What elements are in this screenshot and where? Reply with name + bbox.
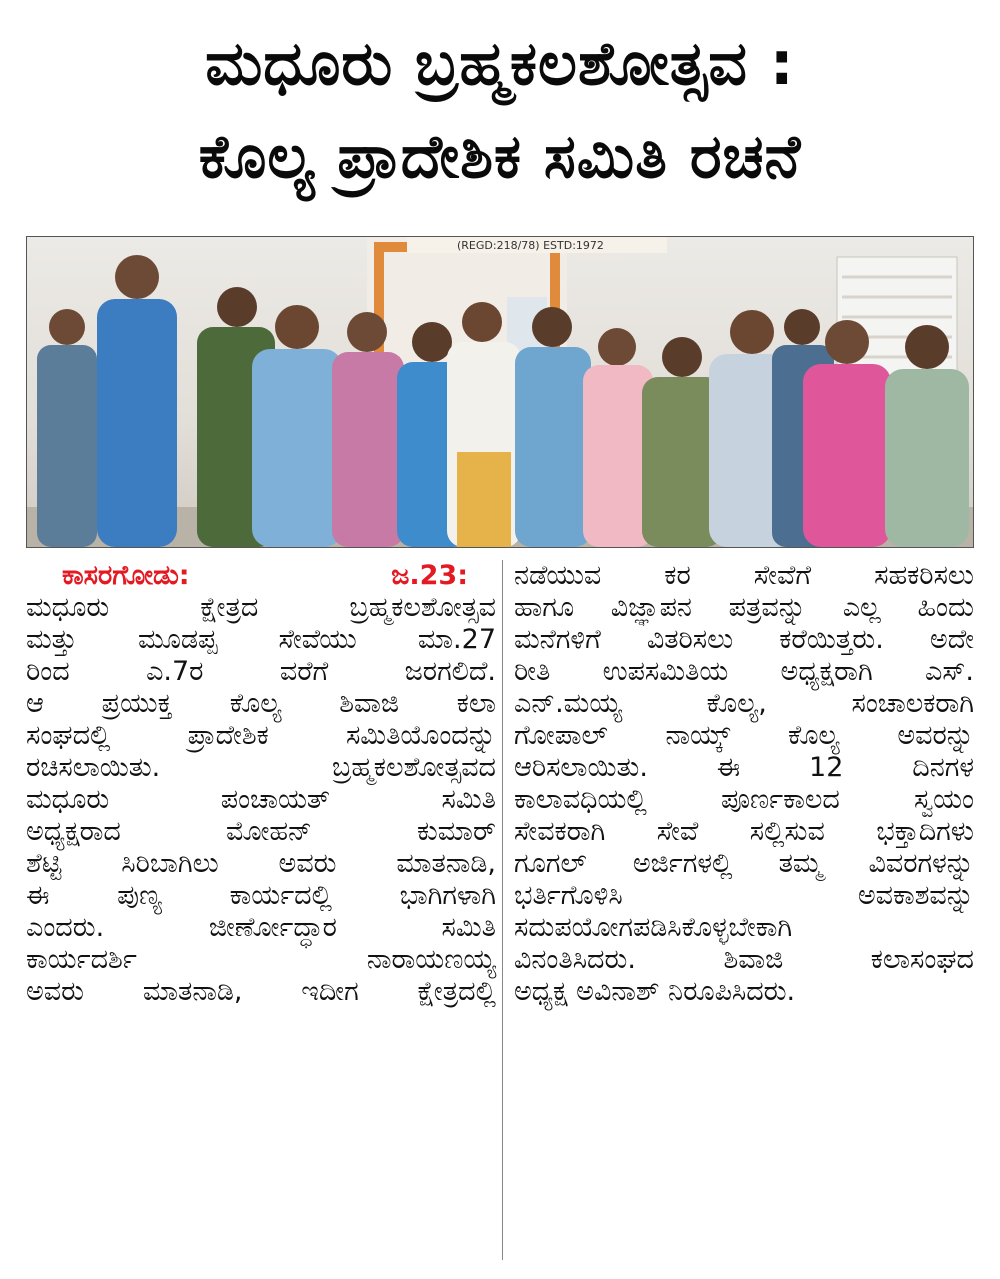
dateline-date: ಜ.23: [391, 560, 468, 591]
article-line: ನಡೆಯುವ ಕರ ಸೇವೆಗೆ ಸಹಕರಿಸಲು [514, 560, 974, 591]
article-line: ಎನ್.ಮಯ್ಯ ಕೊಲ್ಯ, ಸಂಚಾಲಕರಾಗಿ [514, 688, 974, 719]
article-column-left [26, 560, 496, 1008]
article-line: ಭರ್ತಿಗೊಳಿಸಿ ಅವಕಾಶವನ್ನು [514, 880, 974, 911]
article-line: ವಿನಂತಿಸಿದರು. ಶಿವಾಜಿ ಕಲಾಸಂಘದ [514, 944, 974, 975]
article-line: ಸೇವಕರಾಗಿ ಸೇವೆ ಸಲ್ಲಿಸುವ ಭಕ್ತಾದಿಗಳು [514, 816, 974, 847]
article-line: ಮನೆಗಳಿಗೆ ವಿತರಿಸಲು ಕರೆಯಿತ್ತರು. ಅದೇ [514, 624, 974, 655]
dateline-place: ಕಾಸರಗೋಡು: [62, 560, 190, 591]
article-line: ಮತ್ತು ಮೂಡಪ್ಪ ಸೇವೆಯು ಮಾ.27 [26, 624, 496, 655]
article-line: ಸದುಪಯೋಗಪಡಿಸಿಕೊಳ್ಳಬೇಕಾಗಿ [514, 912, 793, 943]
photo-banner-text: (REGD:218/78) ESTD:1972 [457, 239, 604, 252]
article-line: ಆ ಪ್ರಯುಕ್ತ ಕೊಲ್ಯ ಶಿವಾಜಿ ಕಲಾ [26, 688, 496, 719]
article-line: ಗೋಪಾಲ್ ನಾಯ್ಕ್ ಕೊಲ್ಯ ಅವರನ್ನು [514, 720, 974, 751]
article-line: ಗೂಗಲ್ ಅರ್ಜಿಗಳಲ್ಲಿ ತಮ್ಮ ವಿವರಗಳನ್ನು [514, 848, 974, 879]
article-line: ರಿಂದ ಎ.7ರ ವರೆಗೆ ಜರಗಲಿದೆ. [26, 656, 496, 687]
article-line: ಹಾಗೂ ವಿಜ್ಞಾಪನ ಪತ್ರವನ್ನು ಎಲ್ಲ ಹಿಂದು [514, 592, 974, 623]
article-line: ಅಧ್ಯಕ್ಷ ಅವಿನಾಶ್ ನಿರೂಪಿಸಿದರು. [514, 976, 796, 1007]
article-column-right [514, 560, 974, 1008]
article-line: ಈ ಪುಣ್ಯ ಕಾರ್ಯದಲ್ಲಿ ಭಾಗಿಗಳಾಗಿ [26, 880, 496, 911]
article-line: ಕಾಲಾವಧಿಯಲ್ಲಿ ಪೂರ್ಣಕಾಲದ ಸ್ವಯಂ [514, 784, 974, 815]
headline-line-2: ಕೊಲ್ಯ ಪ್ರಾದೇಶಿಕ ಸಮಿತಿ ರಚನೆ [198, 122, 802, 192]
article-line: ರಚಿಸಲಾಯಿತು. ಬ್ರಹ್ಮಕಲಶೋತ್ಸವದ [26, 752, 496, 783]
dateline [26, 560, 496, 592]
article-line: ರೀತಿ ಉಪಸಮಿತಿಯ ಅಧ್ಯಕ್ಷರಾಗಿ ಎಸ್. [514, 656, 974, 687]
article-line: ಮಧೂರು ಪಂಚಾಯತ್ ಸಮಿತಿ [26, 784, 496, 815]
group-photo-illustration [27, 237, 973, 547]
article-line: ಎಂದರು. ಜೀರ್ಣೋದ್ಧಾರ ಸಮಿತಿ [26, 912, 496, 943]
article-line: ಮಧೂರು ಕ್ಷೇತ್ರದ ಬ್ರಹ್ಮಕಲಶೋತ್ಸವ [26, 592, 496, 623]
article-line: ಆರಿಸಲಾಯಿತು. ಈ 12 ದಿನಗಳ [514, 752, 974, 783]
article-line: ಅವರು ಮಾತನಾಡಿ, ಇದೀಗ ಕ್ಷೇತ್ರದಲ್ಲಿ [26, 976, 496, 1007]
article-line: ಕಾರ್ಯದರ್ಶಿ ನಾರಾಯಣಯ್ಯ [26, 944, 496, 975]
headline-line-1: ಮಧೂರು ಬ್ರಹ್ಮಕಲಶೋತ್ಸವ : [205, 29, 795, 99]
news-photo [26, 236, 974, 548]
column-divider [502, 560, 503, 1260]
article-line: ಅಧ್ಯಕ್ಷರಾದ ಮೋಹನ್ ಕುಮಾರ್ [26, 816, 496, 847]
article-line: ಶೆಟ್ಟಿ ಸಿರಿಬಾಗಿಲು ಅವರು ಮಾತನಾಡಿ, [26, 848, 496, 879]
article-line: ಸಂಘದಲ್ಲಿ ಪ್ರಾದೇಶಿಕ ಸಮಿತಿಯೊಂದನ್ನು [26, 720, 496, 751]
